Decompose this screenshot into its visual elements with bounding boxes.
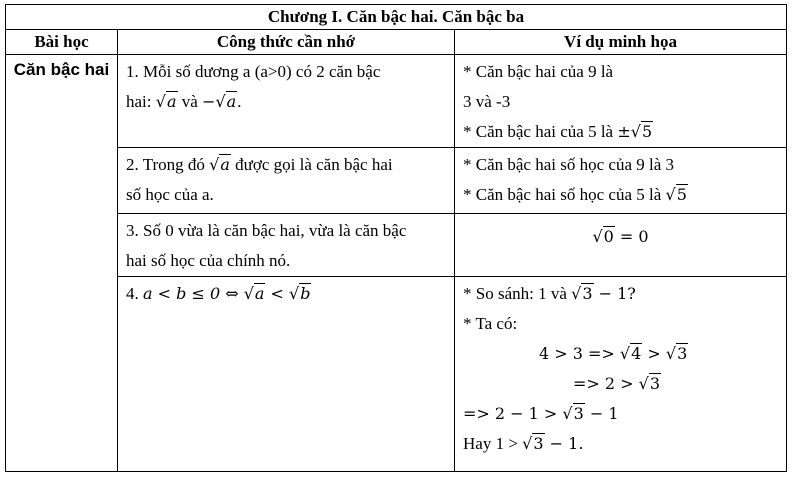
minus-sign: − [202,92,216,111]
example-4-line-1 [463,279,778,309]
text: => 2 > [573,374,639,393]
example-cell-2 [455,148,787,214]
formula-cell-1 [118,55,455,148]
period: . [237,92,242,111]
sqrt-a: √a [155,92,177,111]
sqrt-a: √a [243,284,265,303]
formula-1-line-1: 1. Mỗi số dương a (a>0) có 2 căn bậc [126,62,381,81]
header-lesson: Bài học [6,30,118,55]
example-1-line-3 [463,117,778,147]
table-row [6,277,787,472]
example-4-line-4 [463,369,778,399]
formula-cell-3 [118,214,455,277]
header-row [6,30,787,55]
equals-zero: = 0 [614,227,649,246]
lesson-name: Căn bậc hai [6,55,118,472]
formula-cell-4 [118,277,455,472]
sqrt-a: √a [215,92,237,111]
example-cell-3 [455,214,787,277]
example-4-line-2: * Ta có: [463,314,518,333]
sqrt-0: √0 [592,227,614,246]
inequality: a < b ≤ 0 ⇔ [143,284,244,303]
example-2-line-2 [463,180,778,210]
title-row [6,5,787,30]
sqrt-3: √3 [562,404,584,423]
header-example: Ví dụ minh họa [455,30,787,55]
text: * Căn bậc hai số học của 5 là [463,185,666,204]
text: hai: [126,92,156,111]
table-row [6,214,787,277]
sqrt-5: √5 [665,185,687,204]
plus-minus-sign: ± [617,122,631,141]
example-4-line-5 [463,399,778,429]
summary-table [5,4,787,472]
formula-2-line-1 [126,150,446,180]
sqrt-3: √3 [665,344,688,363]
less-than: < [265,284,290,303]
example-1-line-2: 3 và -3 [463,92,511,111]
text: * Căn bậc hai của 5 là [463,122,618,141]
example-cell-4 [455,277,787,472]
sqrt-3: √3 [571,284,593,303]
text: 2. Trong đó [126,155,210,174]
sqrt-a: √a [209,155,230,174]
formula-1-line-2 [126,87,446,117]
example-4-line-6 [463,429,778,459]
example-2-line-1: * Căn bậc hai số học của 9 là 3 [463,155,675,174]
formula-2-line-2: số học của a. [126,185,214,204]
text: − 1? [593,284,636,303]
formula-3-line-1: 3. Số 0 vừa là căn bậc hai, vừa là căn bậc [126,221,407,240]
text: Hay 1 > [463,434,523,453]
sqrt-5: √5 [630,122,653,141]
text: − 1 [584,404,619,423]
text: => 2 − 1 > [463,404,563,423]
text: * So sánh: 1 và [463,284,572,303]
sqrt-b: √b [289,284,311,303]
sqrt-3: √3 [638,374,661,393]
text: và [177,92,203,111]
greater-than: > [642,344,666,363]
text: 4. [126,284,143,303]
formula-4-line-1 [126,279,446,309]
sqrt-4: √4 [619,344,642,363]
text: được gọi là căn bậc hai [230,155,393,174]
example-4-line-3 [463,339,778,369]
example-cell-1 [455,55,787,148]
table-row [6,55,787,148]
text: − 1. [544,434,584,453]
sqrt-3: √3 [522,434,544,453]
header-formula: Công thức cần nhớ [118,30,455,55]
table-row [6,148,787,214]
example-1-line-1: * Căn bậc hai của 9 là [463,62,614,81]
text: 4 > 3 => [539,344,620,363]
example-3-line-1 [463,222,778,252]
formula-3-line-2: hai số học của chính nó. [126,251,291,270]
formula-cell-2 [118,148,455,214]
chapter-title: Chương I. Căn bậc hai. Căn bậc ba [6,5,787,30]
